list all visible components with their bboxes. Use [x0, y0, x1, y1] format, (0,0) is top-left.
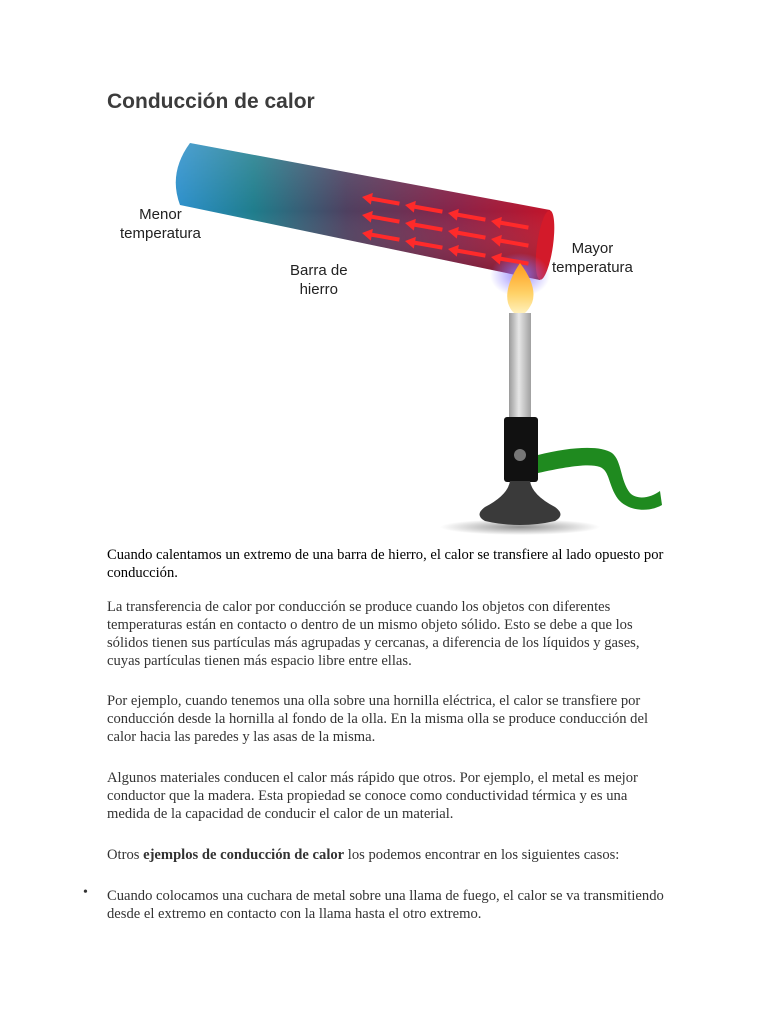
gas-hose: [538, 448, 662, 510]
page-title: Conducción de calor: [107, 90, 315, 113]
label-bar: [290, 261, 348, 299]
examples-intro: [107, 846, 667, 864]
heat-conduction-illustration: [100, 135, 670, 535]
label-bar-line-2: hierro: [299, 281, 338, 298]
burner-base: [480, 481, 561, 525]
label-cold-line-1: Menor: [139, 206, 182, 223]
list-bullet-icon: •: [83, 885, 88, 900]
examples-intro-after: los podemos encontrar en los siguientes casos:: [344, 847, 620, 863]
paragraph-pot-example: Por ejemplo, cuando tenemos una olla sobre una hornilla eléctrica, el calor se transfiere por conducción desde la hornilla al fondo de la olla. En la misma olla se produce conducción del calor hacia las paredes y las asas de la misma.: [107, 693, 649, 745]
label-hot-line-1: Mayor: [571, 240, 614, 257]
burner-tube: [509, 313, 531, 418]
paragraph-definition: La transferencia de calor por conducción se produce cuando los objetos con diferentes temperaturas están en contacto o dentro de un mismo objeto sólido. Esto se debe a que los sólidos tienen sus partículas más agrupadas y cercanas, a diferencia de los líquidos y gases, cuyas partículas tienen más espacio libre entre ellas.: [107, 599, 640, 669]
valve-knob: [514, 449, 526, 461]
label-cold-line-2: temperatura: [120, 225, 201, 242]
label-hot-line-2: temperatura: [552, 259, 633, 276]
label-hot-end: [552, 239, 633, 277]
label-bar-line-1: Barra de: [290, 262, 348, 279]
paragraph-thermal-conductivity: Algunos materiales conducen el calor más rápido que otros. Por ejemplo, el metal es mejor conductor que la madera. Esta propiedad se conoce como conductividad térmica y es una medida de la capacidad de conducir el calor de un material.: [107, 770, 638, 822]
list-item: Cuando colocamos una cuchara de metal sobre una llama de fuego, el calor se va transmitiendo desde el extremo en contacto con la llama hasta el otro extremo.: [107, 888, 664, 922]
examples-intro-bold: ejemplos de conducción de calor: [143, 847, 345, 863]
label-cold-end: [120, 205, 201, 243]
figure-caption: Cuando calentamos un extremo de una barra de hierro, el calor se transfiere al lado opuesto por conducción.: [107, 547, 664, 581]
bunsen-burner-bar-diagram: [100, 135, 670, 535]
examples-intro-before: Otros: [107, 847, 144, 863]
